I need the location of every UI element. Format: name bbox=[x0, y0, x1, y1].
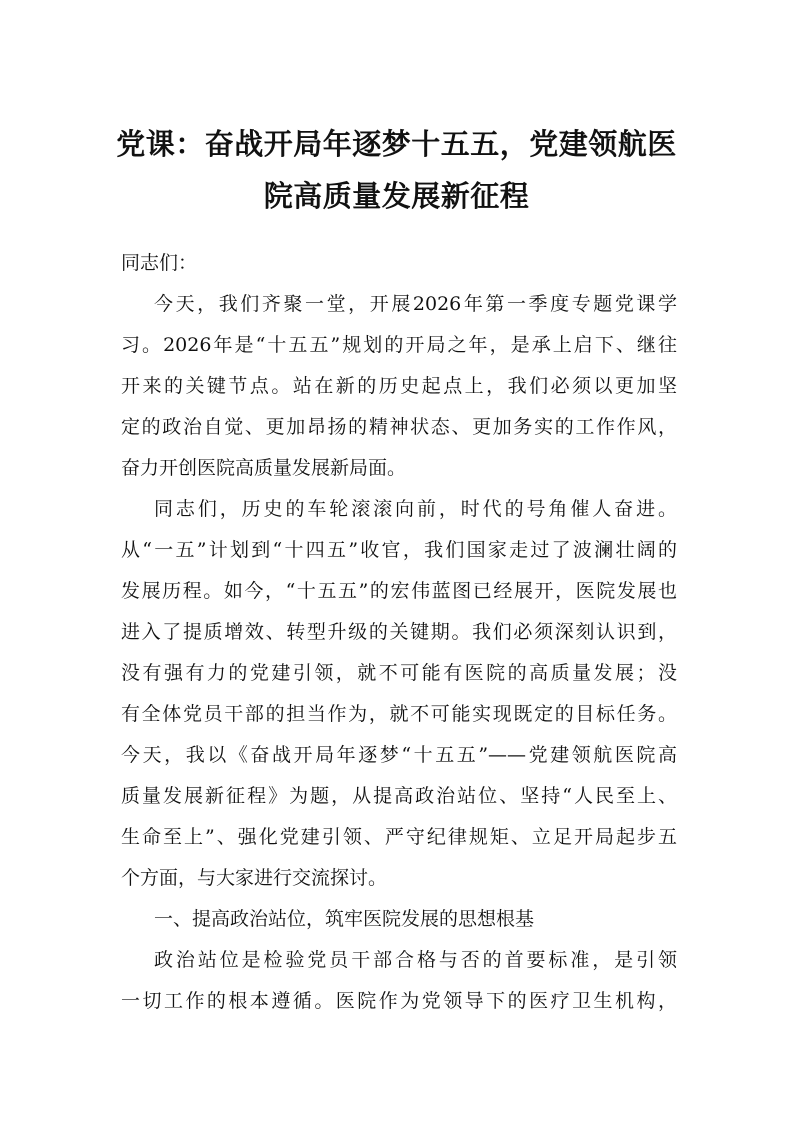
text-line: 进入了提质增效、转型升级的关键期。我们必须深刻认识到， bbox=[121, 621, 677, 643]
section-heading: 一、提高政治站位，筑牢医院发展的思想根基 bbox=[154, 908, 535, 930]
text-line: 没有强有力的党建引领，就不可能有医院的高质量发展；没 bbox=[121, 662, 677, 684]
document-title-line-2: 院高质量发展新征程 bbox=[263, 179, 530, 213]
text-line: 有全体党员干部的担当作为，就不可能实现既定的目标任务。 bbox=[121, 703, 677, 725]
text-line: 习。2026年是“十五五”规划的开局之年，是承上启下、继往 bbox=[121, 334, 677, 356]
text-line: 发展历程。如今，“十五五”的宏伟蓝图已经展开，医院发展也 bbox=[121, 580, 677, 602]
text-line: 定的政治自觉、更加昂扬的精神状态、更加务实的工作作风， bbox=[121, 416, 677, 438]
text-line: 奋力开创医院高质量发展新局面。 bbox=[121, 457, 407, 479]
text-line: 同志们，历史的车轮滚滚向前，时代的号角催人奋进。 bbox=[154, 498, 677, 520]
text-line: 生命至上”、强化党建引领、严守纪律规矩、立足开局起步五 bbox=[121, 826, 677, 848]
text-line: 质量发展新征程》为题，从提高政治站位、坚持“人民至上、 bbox=[121, 785, 677, 807]
text-line: 一切工作的根本遵循。医院作为党领导下的医疗卫生机构， bbox=[121, 990, 677, 1012]
text-line: 今天，我以《奋战开局年逐梦“十五五”——党建领航医院高 bbox=[121, 744, 677, 766]
text-line: 今天，我们齐聚一堂，开展2026年第一季度专题党课学 bbox=[154, 293, 677, 315]
text-line: 开来的关键节点。站在新的历史起点上，我们必须以更加坚 bbox=[121, 375, 677, 397]
text-line: 从“一五”计划到“十四五”收官，我们国家走过了波澜壮阔的 bbox=[121, 539, 677, 561]
document-body bbox=[121, 243, 677, 1022]
text-line: 同志们： bbox=[121, 252, 198, 274]
document-title-line-1: 党课：奋战开局年逐梦十五五，党建领航医 bbox=[116, 127, 677, 161]
text-line: 政治站位是检验党员干部合格与否的首要标准，是引领 bbox=[154, 949, 677, 971]
text-line: 个方面，与大家进行交流探讨。 bbox=[121, 867, 388, 889]
